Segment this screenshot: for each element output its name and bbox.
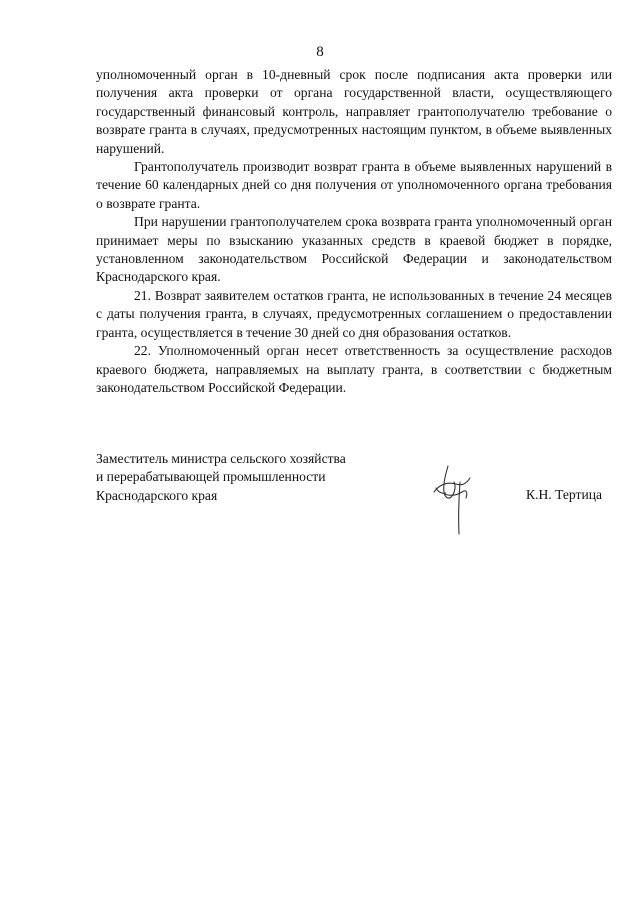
paragraph-item-21: 21. Возврат заявителем остатков гранта, не использованных в течение 24 месяцев с даты получения гранта, в случаях, предусмотренных соглашением о предоставлении гранта, осуществляется в течение 30 дней со дня образования остатков. — [96, 287, 612, 340]
signatory-title-line: и перерабатывающей промышленности — [96, 469, 326, 485]
signature-block — [96, 450, 616, 540]
signatory-title-line: Заместитель министра сельского хозяйства — [96, 451, 346, 466]
signatory-name: К.Н. Тертица — [526, 487, 603, 502]
signatory-title — [96, 450, 416, 505]
paragraph-grant-return: Грантополучатель производит возврат гранта в объеме выявленных нарушений в течение 60 календарных дней со дня получения от уполномоченного органа требования о возврате гранта. — [96, 159, 612, 211]
signatory-title-line: Краснодарского края — [96, 487, 218, 503]
paragraph-continuation: уполномоченный орган в 10-дневный срок после подписания акта проверки или получения акта проверки от органа государственной власти, осуществляющего государственный финансовый контроль, направляет грантополучателю требование о возврате гранта в случаях, предусмотренных настоящим пунктом, в объеме выявленных нарушений. — [96, 67, 612, 156]
handwritten-signature — [426, 462, 476, 540]
document-body — [96, 66, 612, 397]
paragraph-recovery-measures: При нарушении грантополучателем срока возврата гранта уполномоченный орган принимает меры по взысканию указанных средств в краевой бюджет в порядке, установленном законодательством Российской Федерации и законодательством Краснодарского края. — [96, 214, 612, 285]
page-number: 8 — [316, 44, 324, 60]
paragraph-item-22: 22. Уполномоченный орган несет ответственность за осуществление расходов краевого бюджета, направляемых на выплату гранта, в соответствии с бюджетным законодательством Российской Федерации. — [96, 343, 612, 395]
